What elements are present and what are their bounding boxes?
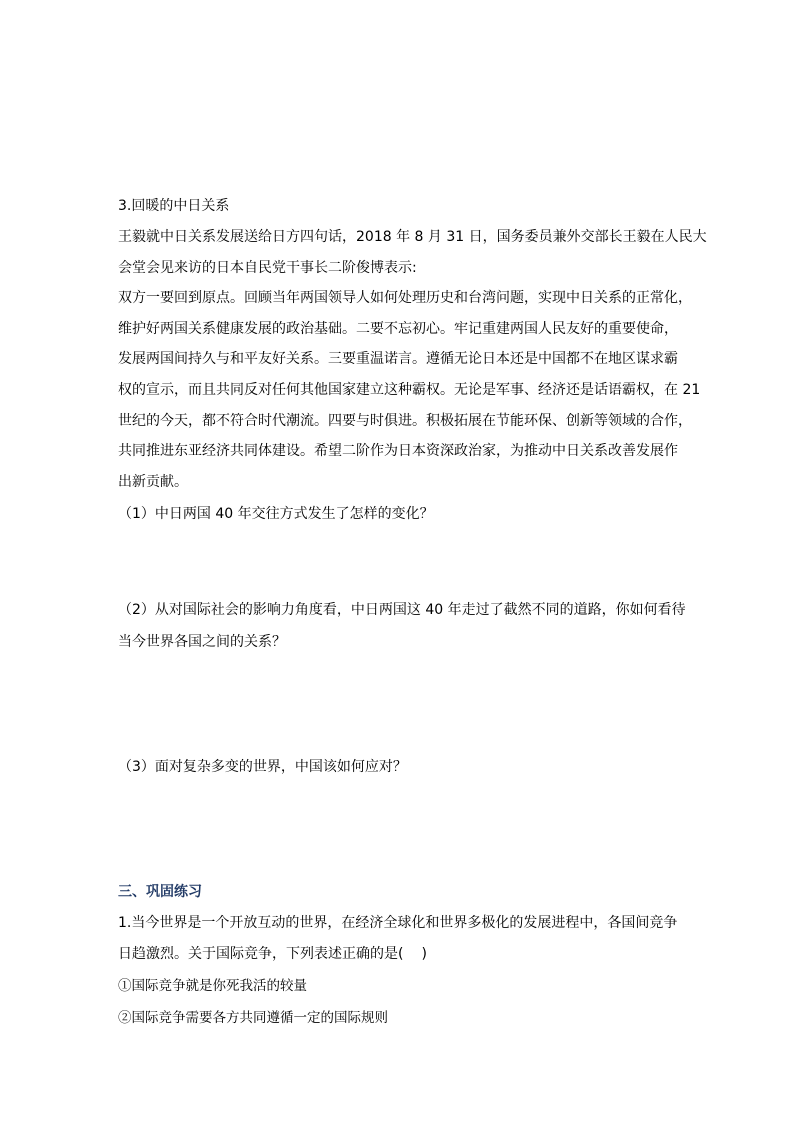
- question-1: （1）中日两国 40 年交往方式发生了怎样的变化？: [118, 506, 434, 522]
- practice-section-title: 三、巩固练习: [118, 884, 202, 900]
- material-body-line-1: 双方一要回到原点。回顾当年两国领导人如何处理历史和台湾问题，实现中日关系的正常化，: [118, 290, 692, 306]
- material-body-line-5: 世纪的今天，都不符合时代潮流。四要与时俱进。积极拓展在节能环保、创新等领域的合作，: [118, 413, 692, 429]
- practice-item-1-line-1: 1.当今世界是一个开放互动的世界，在经济全球化和世界多极化的发展进程中，各国间竞争: [118, 915, 678, 931]
- material-body-line-7: 出新贡献。: [118, 474, 188, 490]
- material-heading: 3.回暖的中日关系: [118, 198, 230, 214]
- practice-item-1-line-2: [118, 945, 427, 963]
- material-body-line-3: 发展两国间持久与和平友好关系。三要重温诺言。遵循无论日本还是中国都不在地区谋求霸: [118, 351, 678, 367]
- material-body-line-2: 维护好两国关系健康发展的政治基础。二要不忘初心。牢记重建两国人民友好的重要使命，: [118, 321, 678, 337]
- practice-option-2: ②国际竞争需要各方共同遵循一定的国际规则: [118, 1010, 388, 1026]
- material-intro-line-2: 会堂会见来访的日本自民党干事长二阶俊博表示:: [118, 260, 417, 276]
- material-body-line-6: 共同推进东亚经济共同体建设。希望二阶作为日本资深政治家，为推动中日关系改善发展作: [118, 443, 678, 459]
- question-2-line-1: （2）从对国际社会的影响力角度看，中日两国这 40 年走过了截然不同的道路，你如何看待: [118, 602, 686, 618]
- practice-item-1-close-bracket: ): [421, 946, 427, 962]
- material-intro-line-1: 王毅就中日关系发展送给日方四句话，2018 年 8 月 31 日，国务委员兼外交部长王毅在人民大: [118, 229, 707, 245]
- material-body-line-4: 权的宣示，而且共同反对任何其他国家建立这种霸权。无论是军事、经济还是话语霸权，在 21: [118, 382, 701, 398]
- practice-option-1: ①国际竞争就是你死我活的较量: [118, 978, 307, 994]
- question-2-line-2: 当今世界各国之间的关系？: [118, 634, 286, 650]
- question-3: （3）面对复杂多变的世界，中国该如何应对？: [118, 759, 407, 775]
- practice-item-1-stem: 日趋激烈。关于国际竞争，下列表述正确的是(: [118, 946, 404, 962]
